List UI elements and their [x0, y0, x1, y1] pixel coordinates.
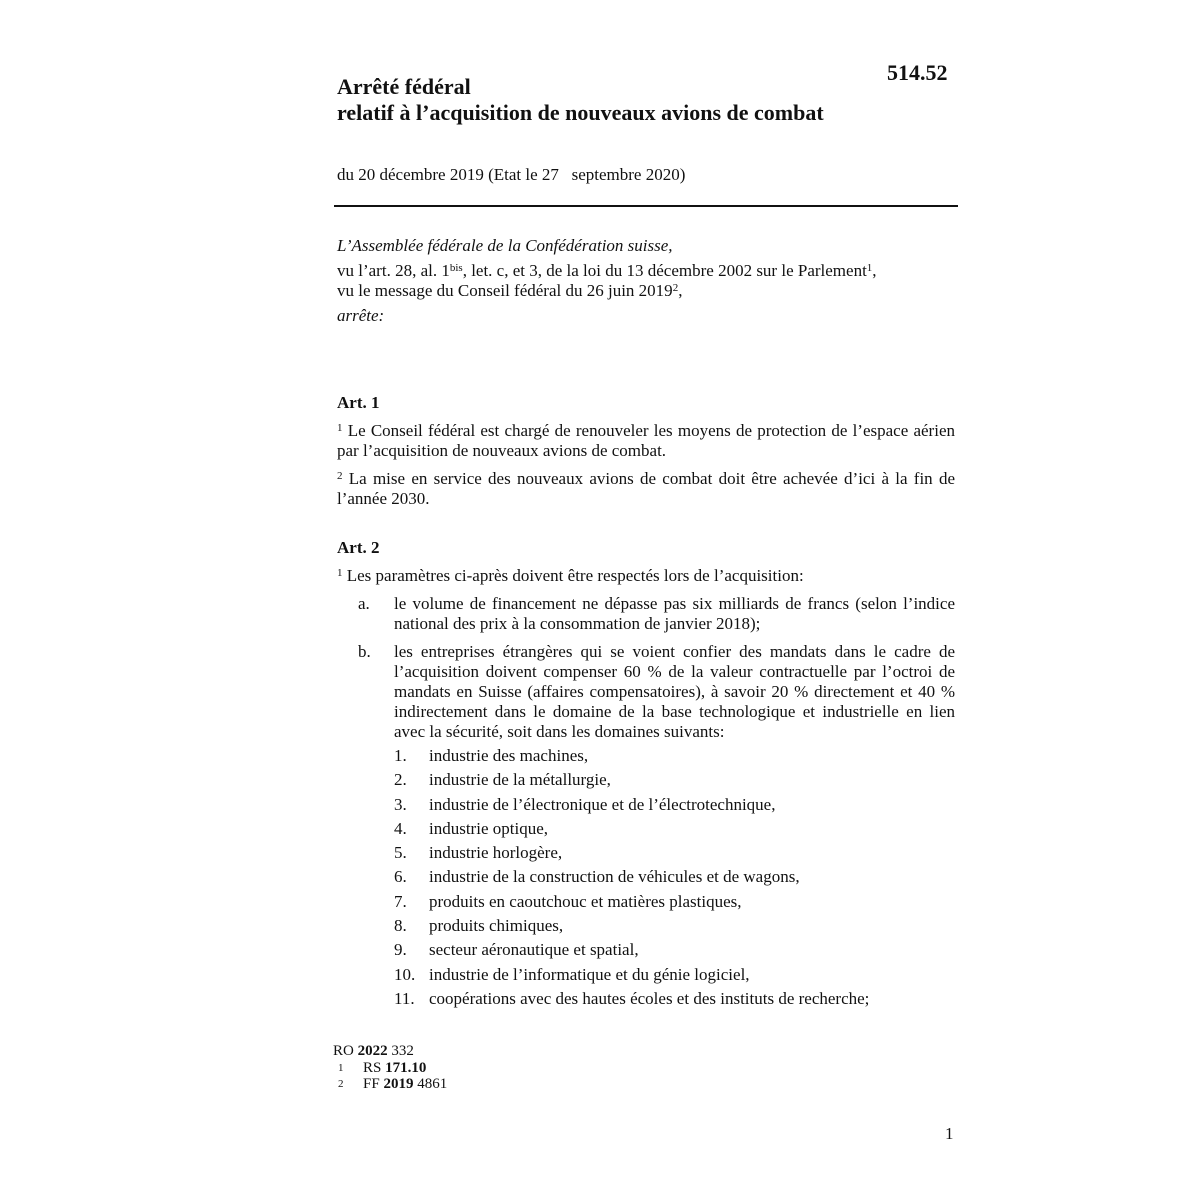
article-1-paragraph-2: $^2$ La mise en service des nouveaux avions de combat doit être achevée d’ici à la fin de l’année 2030. [337, 469, 955, 508]
list-item-b: b. les entreprises étrangères qui se voient confier des mandats dans le cadre de l’acquisition doivent compenser 60 % de la valeur contractuelle par l’octroi de mandats en Suisse (affaires compensatoires), à savoir 20 % directement et 40 % indirectement dans le domaine de la base technologique et industrielle en lien avec la sécurité, soit dans les domaines suivants: 1. industrie des machines, 2. industrie de la métallurgie, 3. industrie de l’électronique et de l’électrotechnique, 4. industrie optique, 5. industrie horlogère, 6. industrie de la construction de véhicules et de wagons, 7. produits en caoutchouc et matières plastiques, 8. produits chimiques, 9. secteur aéronautique et spatial, 10. industrie de l’informatique et du génie logiciel, 11. coopérations avec des hautes écoles et des instituts de recherche; [358, 642, 955, 1013]
sublist-item: 10. industrie de l’informatique et du génie logiciel, [394, 964, 750, 984]
preamble [337, 236, 959, 326]
list-item-a: a. le volume de financement ne dépasse pas six milliards de francs (selon l’indice national des prix à la consommation de janvier 2018); [358, 594, 955, 633]
footnote-2: 2 FF 2019 4861 [338, 1076, 448, 1092]
article-2-heading: Art. 2 [337, 538, 380, 557]
document-title [337, 74, 824, 126]
article-2-list [358, 594, 955, 1013]
sublist-item: 9. secteur aéronautique et spatial, [394, 940, 639, 960]
title-line-2: relatif à l’acquisition de nouveaux avions de combat [337, 100, 824, 125]
article-1-heading: Art. 1 [337, 393, 380, 412]
header-divider [334, 205, 958, 207]
sublist-item: 2. industrie de la métallurgie, [394, 770, 611, 790]
sublist-item: 4. industrie optique, [394, 818, 548, 838]
sublist-item: 1. industrie des machines, [394, 746, 589, 765]
ro-reference: RO 2022 332 [333, 1043, 414, 1059]
sublist-item: 7. produits en caoutchouc et matières plastiques, [394, 891, 742, 911]
sublist-item: 5. industrie horlogère, [394, 843, 563, 863]
date-line: du 20 décembre 2019 (Etat le 27 septembre 2020) [337, 165, 686, 184]
domain-sublist [394, 746, 955, 1013]
article-1-paragraph-1: $^1$ Le Conseil fédéral est chargé de renouveler les moyens de protection de l’espace aérien par l’acquisition de nouveaux avions de combat. [337, 421, 955, 460]
sr-number: 514.52 [887, 60, 948, 85]
footnote-ref-1[interactable]: 1 [866, 262, 873, 274]
footnote-1: 1 RS 171.10 [338, 1060, 427, 1076]
sublist-item: 3. industrie de l’électronique et de l’électrotechnique, [394, 794, 776, 814]
sublist-item: 11. coopérations avec des hautes écoles et des instituts de recherche; [394, 988, 870, 1008]
preamble-authority: L’Assemblée fédérale de la Confédération suisse, [337, 236, 673, 255]
footnote-ref-2[interactable]: 2 [672, 282, 679, 294]
sublist-item: 8. produits chimiques, [394, 916, 564, 936]
title-line-1: Arrêté fédéral [337, 74, 471, 99]
sublist-item: 6. industrie de la construction de véhicules et de wagons, [394, 867, 800, 887]
page-number: 1 [945, 1124, 954, 1143]
footnotes [333, 1042, 447, 1092]
preamble-reference-1: vu l’art. 28, al. $1^{bis}$, let. c, et 3, de la loi du 13 décembre 2002 sur le Parlement$^1$, [337, 261, 877, 280]
preamble-decree: arrête: [337, 306, 385, 325]
article-2-paragraph-1: $^1$ Les paramètres ci-après doivent être respectés lors de l’acquisition: [337, 566, 804, 585]
preamble-reference-2: vu le message du Conseil fédéral du 26 juin 2019$^2$, [337, 281, 683, 300]
